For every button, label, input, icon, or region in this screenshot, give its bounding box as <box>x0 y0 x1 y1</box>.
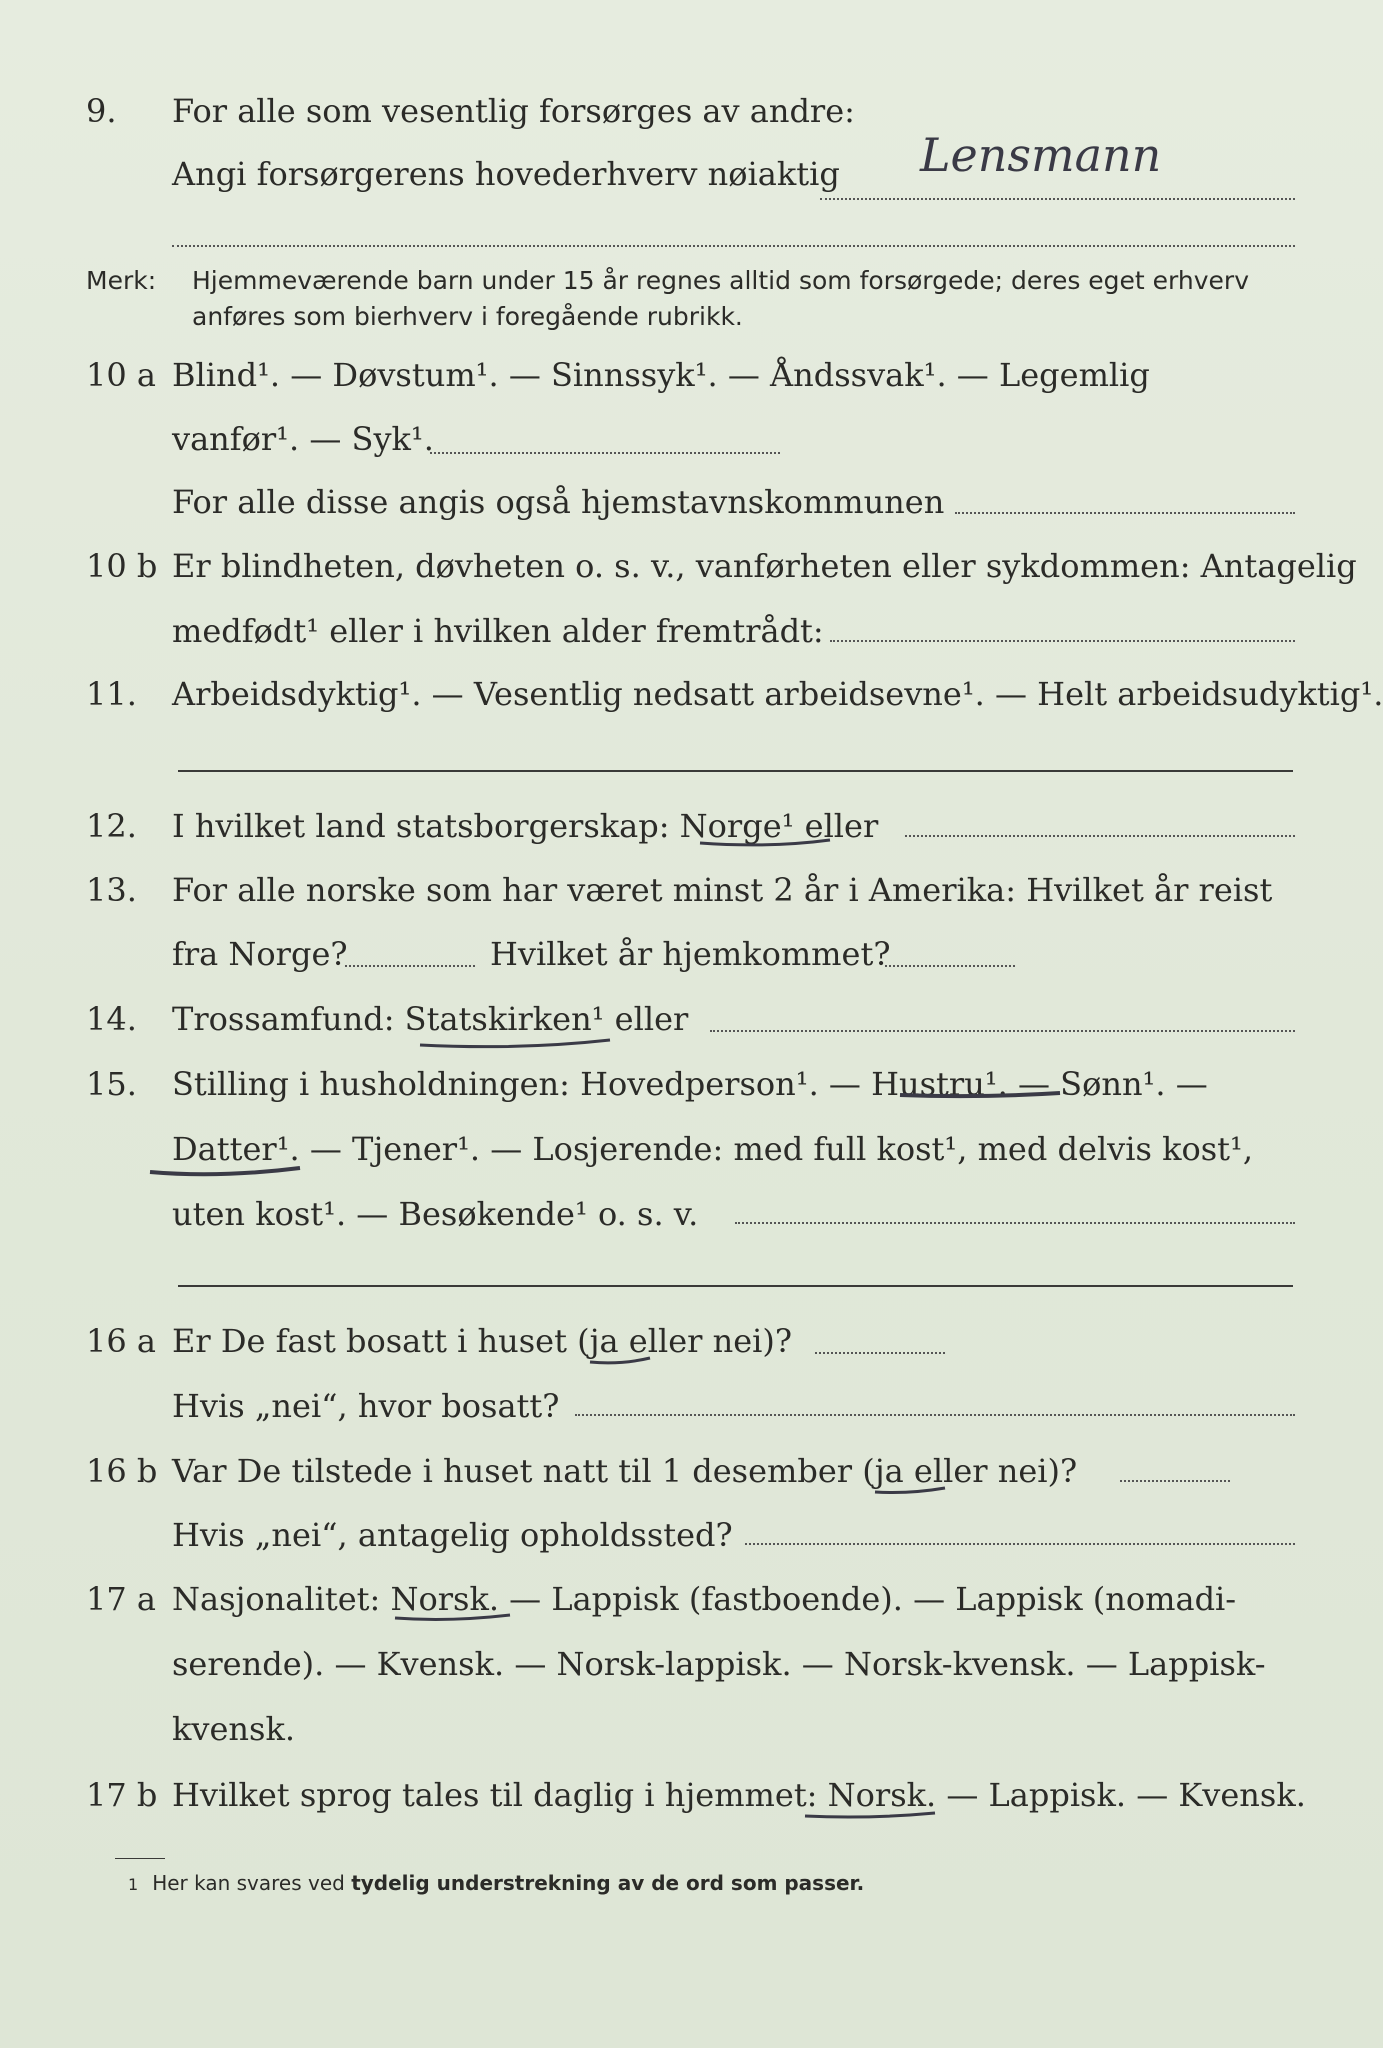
question-text: kvensk. <box>172 1710 295 1748</box>
underline-norge <box>700 840 830 845</box>
footnote-text: Her kan svares ved <box>152 1871 345 1895</box>
underline-norsk-17b <box>805 1813 935 1817</box>
underline-datter <box>150 1168 300 1174</box>
question-text: Blind¹. — Døvstum¹. — Sinnssyk¹. — Åndssvak¹. — Legemlig <box>172 356 1150 394</box>
question-text: Hvilket år hjemkommet? <box>490 935 891 973</box>
question-text: Er De fast bosatt i huset (ja eller nei)? <box>172 1322 793 1360</box>
underline-norsk-17a <box>395 1615 510 1619</box>
question-text: serende). — Kvensk. — Norsk-lappisk. — Norsk-kvensk. — Lappisk- <box>172 1645 1266 1683</box>
strike-hustru <box>900 1093 1060 1096</box>
question-text: Hvilket sprog tales til daglig i hjemmet: Norsk. — Lappisk. — Kvensk. <box>172 1776 1306 1814</box>
question-text: For alle norske som har været minst 2 år i Amerika: Hvilket år reist <box>172 871 1273 909</box>
question-number: 10 b <box>86 547 158 585</box>
underline-statskirken <box>420 1040 610 1047</box>
question-number: 17 b <box>86 1776 158 1814</box>
question-number: 10 a <box>86 356 156 394</box>
question-text: Trossamfund: Statskirken¹ eller <box>172 1000 689 1038</box>
question-number: 17 a <box>86 1580 156 1618</box>
question-text: Nasjonalitet: Norsk. — Lappisk (fastboende). — Lappisk (nomadi- <box>172 1580 1237 1618</box>
question-number: 13. <box>86 871 137 909</box>
underline-ja-16a <box>590 1358 650 1363</box>
question-text: Angi forsørgerens hovederhverv nøiaktig <box>172 155 840 193</box>
question-text: Arbeidsdyktig¹. — Vesentlig nedsatt arbeidsevne¹. — Helt arbeidsudyktig¹. <box>172 675 1383 713</box>
question-number: 16 b <box>86 1452 158 1490</box>
footnote-mark: 1 <box>128 1875 139 1894</box>
question-number: 16 a <box>86 1322 156 1360</box>
question-text: For alle som vesentlig forsørges av andre: <box>172 92 855 130</box>
question-text: For alle disse angis også hjemstavnskommunen <box>172 483 945 521</box>
footnote-text-bold: tydelig understrekning av de ord som passer. <box>351 1871 865 1895</box>
note-text: anføres som bierhverv i foregående rubrikk. <box>192 302 743 331</box>
question-number: 9. <box>86 92 117 130</box>
question-text: Hvis „nei“, hvor bosatt? <box>172 1387 560 1425</box>
question-text: Er blindheten, døvheten o. s. v., vanførheten eller sykdommen: Antagelig <box>172 547 1357 585</box>
question-text: medfødt¹ eller i hvilken alder fremtrådt: <box>172 612 824 650</box>
underline-ja-16b <box>875 1488 945 1493</box>
question-number: 12. <box>86 807 137 845</box>
note-text: Hjemmeværende barn under 15 år regnes alltid som forsørgede; deres eget erhverv <box>192 266 1249 295</box>
handwritten-answer: Lensmann <box>920 128 1162 182</box>
question-text: I hvilket land statsborgerskap: Norge¹ eller <box>172 807 879 845</box>
note-label: Merk: <box>86 266 157 295</box>
question-number: 11. <box>86 675 137 713</box>
question-text: Var De tilstede i huset natt til 1 desember (ja eller nei)? <box>172 1452 1078 1490</box>
question-text: Stilling i husholdningen: Hovedperson¹. — Hustru¹. — Sønn¹. — <box>172 1065 1208 1103</box>
question-text: Hvis „nei“, antagelig opholdssted? <box>172 1516 733 1554</box>
question-number: 15. <box>86 1065 137 1103</box>
question-text: uten kost¹. — Besøkende¹ o. s. v. <box>172 1195 699 1233</box>
question-text: Datter¹. — Tjener¹. — Losjerende: med full kost¹, med delvis kost¹, <box>172 1130 1254 1168</box>
question-text: fra Norge? <box>172 935 348 973</box>
question-text: vanfør¹. — Syk¹. <box>172 420 434 458</box>
question-number: 14. <box>86 1000 137 1038</box>
